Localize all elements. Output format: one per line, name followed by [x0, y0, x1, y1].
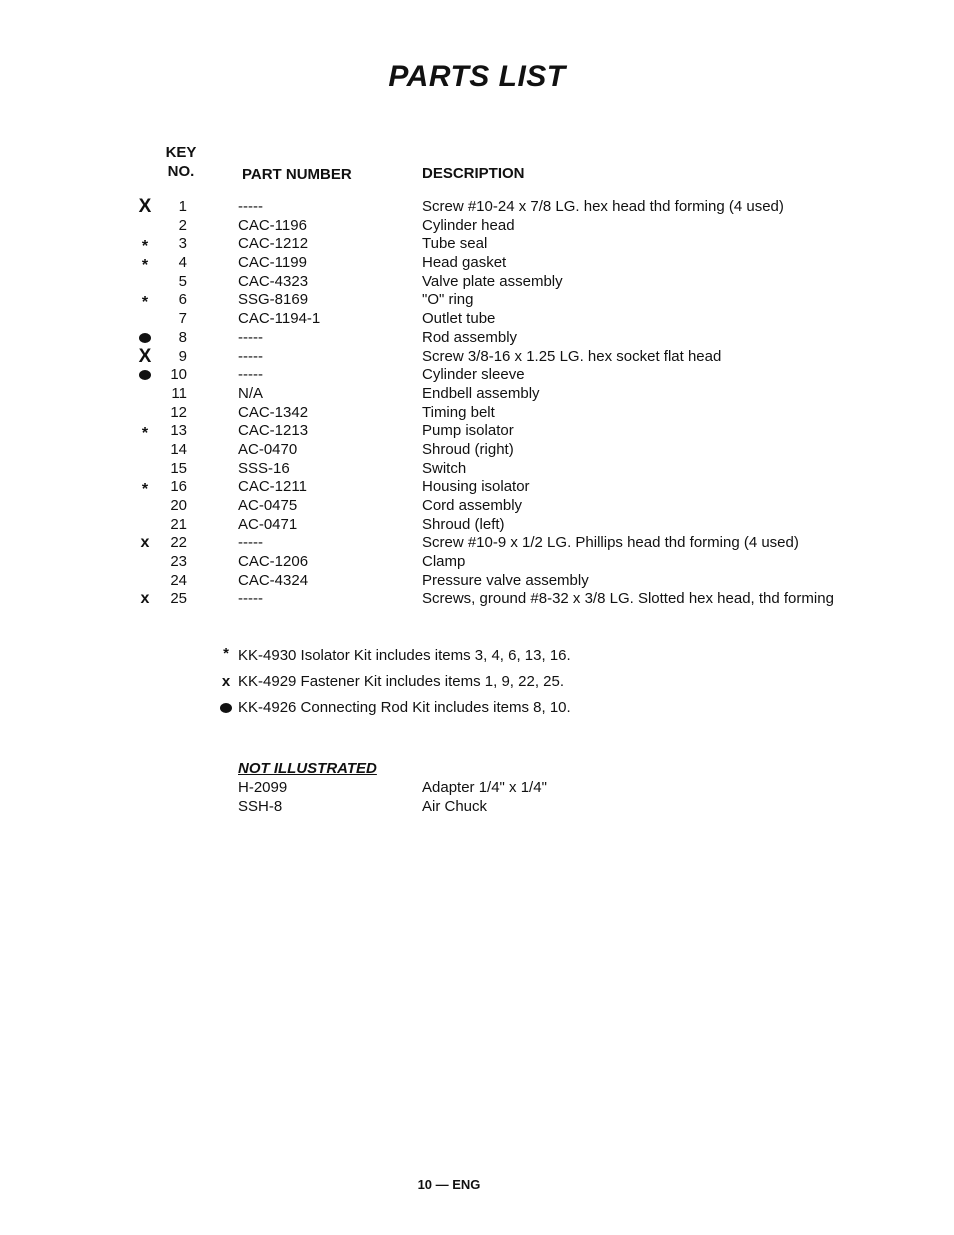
part-description: Pressure valve assembly	[422, 571, 589, 589]
table-row	[0, 254, 954, 273]
part-number: -----	[238, 328, 263, 346]
part-description: Timing belt	[422, 403, 495, 421]
table-row	[0, 291, 954, 310]
part-description: Switch	[422, 459, 467, 477]
fastener-kit-x-icon: x	[221, 673, 231, 690]
part-description: Adapter 1/4" x 1/4"	[422, 779, 547, 796]
not-illustrated-heading: NOT ILLUSTRATED	[238, 760, 377, 777]
table-row	[0, 422, 954, 441]
kit-description: KK-4926 Connecting Rod Kit includes items 8, 10.	[238, 699, 571, 716]
connecting-rod-kit-dot-icon	[130, 366, 160, 385]
part-number: -----	[238, 534, 263, 552]
fastener-kit-x-icon: X	[138, 196, 152, 217]
table-row	[0, 345, 954, 367]
part-key-no: 24	[170, 571, 187, 589]
kit-description: KK-4930 Isolator Kit includes items 3, 4, 6, 13, 16.	[238, 647, 571, 664]
part-description: Screw 3/8-16 x 1.25 LG. hex socket flat head	[422, 347, 722, 365]
table-row	[0, 366, 954, 385]
part-number: CAC-1212	[238, 235, 309, 253]
part-description: Valve plate assembly	[422, 272, 563, 290]
table-row	[0, 404, 954, 423]
part-number: N/A	[238, 384, 264, 402]
part-number: CAC-1211	[238, 478, 307, 496]
description-header: DESCRIPTION	[422, 165, 525, 182]
table-row	[0, 198, 954, 217]
part-number: AC-0470	[238, 440, 298, 458]
part-key-no: 23	[170, 553, 187, 571]
part-number: CAC-4323	[238, 272, 309, 290]
part-description: Endbell assembly	[422, 384, 540, 402]
table-row	[0, 553, 954, 572]
part-number: CAC-1206	[238, 553, 309, 571]
key-no-header	[164, 143, 198, 181]
part-number-header: PART NUMBER	[242, 166, 352, 183]
table-row	[0, 273, 954, 292]
table-row	[0, 590, 954, 609]
table-row	[0, 516, 954, 535]
part-description: Head gasket	[422, 254, 507, 272]
part-description: Cord assembly	[422, 497, 523, 514]
list-item	[0, 779, 954, 798]
table-row	[0, 572, 954, 591]
part-key-no: 6	[178, 291, 187, 309]
part-description: Shroud (right)	[422, 440, 514, 458]
table-row	[0, 460, 954, 479]
page-title: PARTS LIST	[388, 60, 566, 93]
part-description: "O" ring	[422, 291, 474, 309]
part-key-no: 5	[178, 272, 187, 290]
fastener-kit-x-icon: x	[140, 590, 150, 608]
part-key-no: 16	[170, 478, 187, 496]
part-description: Cylinder head	[422, 216, 515, 234]
part-number: CAC-1213	[238, 422, 309, 440]
part-number: AC-0475	[238, 497, 298, 514]
part-number: CAC-1199	[238, 254, 307, 272]
part-key-no: 1	[178, 198, 187, 215]
key-header-line1: KEY	[165, 144, 197, 161]
part-number: -----	[238, 198, 263, 215]
part-number: AC-0471	[238, 515, 298, 533]
part-number: -----	[238, 590, 263, 608]
part-key-no: 9	[178, 347, 187, 365]
table-row	[0, 478, 954, 497]
part-key-no: 3	[178, 235, 187, 253]
isolator-kit-asterisk-icon: *	[141, 425, 149, 443]
fastener-kit-x-icon: X	[138, 345, 152, 367]
part-description: Tube seal	[422, 235, 488, 253]
table-row	[0, 235, 954, 254]
table-row	[0, 385, 954, 404]
table-row	[0, 497, 954, 516]
part-key-no: 15	[170, 459, 187, 477]
not-illustrated-list	[0, 779, 954, 816]
table-row	[0, 329, 954, 348]
part-description: Shroud (left)	[422, 515, 505, 533]
parts-table	[0, 198, 954, 609]
part-key-no: 20	[170, 497, 187, 514]
part-number: SSS-16	[238, 459, 290, 477]
list-item	[0, 798, 954, 817]
table-row	[0, 441, 954, 460]
fastener-kit-x-icon: x	[140, 534, 150, 552]
part-description: Outlet tube	[422, 310, 496, 328]
part-description: Screw #10-24 x 7/8 LG. hex head thd forming (4 used)	[422, 198, 784, 215]
part-description: Screw #10-9 x 1/2 LG. Phillips head thd forming (4 used)	[422, 534, 799, 552]
part-number: CAC-4324	[238, 571, 309, 589]
part-number: SSH-8	[238, 797, 283, 815]
part-key-no: 13	[170, 422, 187, 440]
part-number: SSG-8169	[238, 291, 309, 309]
part-description: Air Chuck	[422, 797, 488, 815]
key-header-line2: NO.	[167, 163, 195, 180]
part-key-no: 22	[170, 534, 187, 552]
part-key-no: 21	[170, 515, 187, 533]
part-number: CAC-1194-1	[238, 310, 321, 328]
part-number: CAC-1196	[238, 216, 307, 234]
part-description: Rod assembly	[422, 328, 518, 346]
part-number: -----	[238, 366, 263, 384]
page-footer: 10 — ENG	[417, 1177, 481, 1192]
isolator-kit-asterisk-icon: *	[141, 481, 149, 499]
part-number: H-2099	[238, 779, 288, 796]
part-key-no: 14	[170, 440, 187, 458]
part-key-no: 10	[170, 366, 187, 384]
part-key-no: 8	[178, 328, 187, 346]
part-key-no: 25	[170, 590, 187, 608]
table-row	[0, 310, 954, 329]
table-row	[0, 534, 954, 553]
part-number: -----	[238, 347, 263, 365]
part-description: Cylinder sleeve	[422, 366, 525, 384]
isolator-kit-asterisk-icon: *	[223, 645, 229, 662]
part-number: CAC-1342	[238, 403, 309, 421]
isolator-kit-asterisk-icon: *	[141, 257, 149, 275]
isolator-kit-asterisk-icon: *	[141, 294, 149, 312]
part-description: Clamp	[422, 553, 466, 571]
part-key-no: 2	[178, 216, 187, 234]
kit-description: KK-4929 Fastener Kit includes items 1, 9, 22, 25.	[238, 673, 565, 690]
part-key-no: 12	[170, 403, 187, 421]
connecting-rod-kit-dot-icon	[218, 698, 234, 718]
part-description: Pump isolator	[422, 422, 514, 440]
part-key-no: 4	[178, 254, 187, 272]
part-key-no: 11	[171, 384, 187, 402]
part-description: Screws, ground #8-32 x 3/8 LG. Slotted hex head, thd forming	[422, 590, 834, 608]
isolator-kit-asterisk-icon: *	[141, 238, 149, 256]
part-description: Housing isolator	[422, 478, 530, 496]
table-row	[0, 217, 954, 236]
connecting-rod-kit-dot-icon	[130, 329, 160, 348]
part-key-no: 7	[178, 310, 187, 328]
